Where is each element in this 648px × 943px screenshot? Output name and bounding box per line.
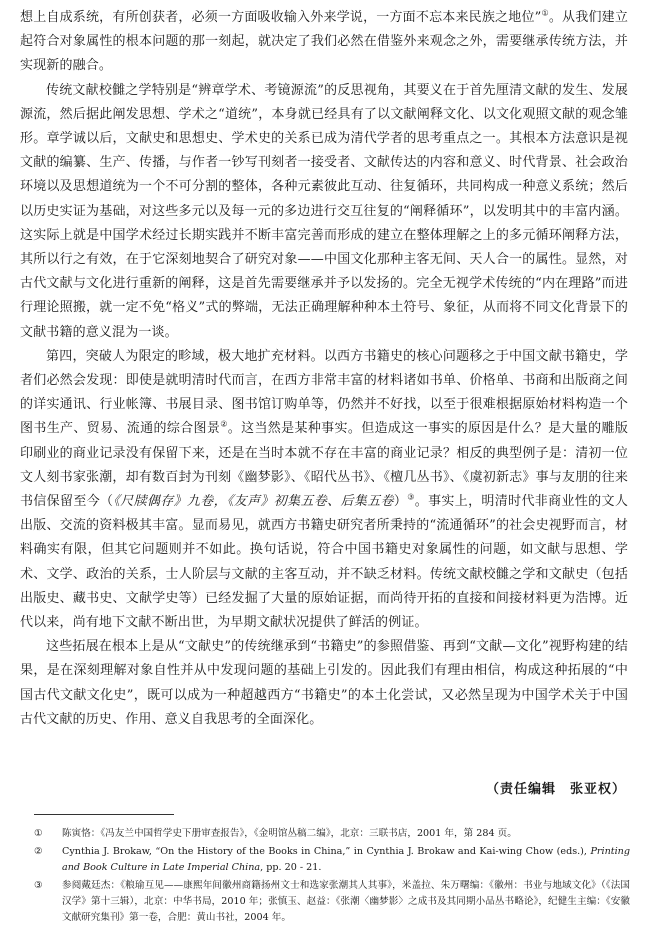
paragraph-3-italic: 《尺牍偶存》九卷，《友声》初集五卷、后集五卷 xyxy=(113,494,394,510)
footnote-2-pre: Cynthia J. Brokaw, “On the History of the Books in China,” in Cynthia J. Brokaw and Kai-wing Chow (eds.), xyxy=(62,846,591,857)
paragraph-2: 传统文献校雠之学特别是“辨章学术、考镜源流”的反思视角，其要义在于首先厘清文献的发生、发展源流，然后据此阐发思想、学术之“道统”，本身就已经具有了以文献阐释文化、以文化观照文献的观念雏形。章学诚以后，文献史和思想史、学术史的关系已成为清代学者的思考重点之一。其根本方法意识是视文献的编纂、生产、传播，与作者一钞写刊刻者一接受者、文献传达的内容和意义、时代背景、社会政治环境以及思想道统为一个不可分割的整体，各种元素彼此互动、往复循环，共同构成一种意义系统；然后以历史实证为基础，对这些多元以及每一元的多边进行交互往复的“阐释循环”，以发明其中的丰富内涵。这实际上就是中国学术经过长期实践并不断丰富完善而形成的建立在整体理解之上的多元循环阐释方法，其所以行之有效，在于它深刻地契合了研究对象——中国文化那种主客无间、天人合一的属性。显然，对古代文献与文化进行重新的阐释，这是首先需要继承并予以发扬的。完全无视学术传统的“内在理路”而进行理论照搬，就一定不免“格义”式的弊端，无法正确理解种种本土符号、象征，从而将不同文化背景下的文献书籍的意义混为一谈。 xyxy=(20,82,628,340)
paragraph-3-text-d: 。事实上，明清时代非商业性的文人出版、交流的资料极其丰富。显而易见，就西方书籍史研究者所秉持的“流通循环”的社会史视野而言，材料确实有限，但其它问题则并不如此。换句话说，符合中国书籍史对象属性的问题，如文献与思想、学术、文学、政治的关系，士人阶层与文献的主客互动，并不缺乏材料。传统文献校雠之学和文献史（包括出版史、藏书史、文献学史等）已经发掘了大量的原始证据，而尚待开拓的直接和间接材料更为浩博。近代以来，尚有地下文献不断出世，为早期文献状况提供了鲜活的例证。 xyxy=(20,494,628,631)
paragraph-4: 这些拓展在根本上是从“文献史”的传统继承到“书籍史”的参照借鉴、再到“文献—文化”视野构建的结果，是在深刻理解对象自性并从中发现问题的基础上引发的。因此我们有理由相信，构成这种拓展的“中国古代文献文化史”，既可以成为一种超越西方“书籍史”的本土化尝试，又必然呈现为中国学术关于中国古代文献的历史、作用、意义自我思考的全面深化。 xyxy=(20,639,628,727)
footnote-3-mark: ③ xyxy=(34,880,43,891)
paragraph-3-text-c: ） xyxy=(393,494,408,510)
editor-credit: （责任编辑 张亚权） xyxy=(485,782,626,797)
footnote-2-mark: ② xyxy=(34,846,43,857)
footnote-2-text xyxy=(62,844,630,876)
paragraph-1-text-end: 。从我们建立起符合对象属性的根本问题的那一刻起，就决定了我们必然在借鉴外来观念之外，需要继承传统方法，并实现新的融合。 xyxy=(20,10,628,74)
paragraph-3-text-b: 。这当然是某种事实。但造成这一事实的原因是什么？是大量的雕版印刷业的商业记录没有保留下来，还是在当时本就不存在丰富的商业记录？相反的典型例子是：清初一位文人刻书家张潮，却有数百封为刊刻《幽梦影》、《昭代丛书》、《檀几丛书》、《虞初新志》事与友朋的往来书信保留至今（ xyxy=(20,421,628,510)
footnote-3-text: 参阅戴廷杰：《粮瑜互见——康熙年间徽州商籍扬州文士和选家张潮其人其事》，米盖拉、朱万曙编：《徽州：书业与地域文化》（《法国汉学》第十三辑），北京：中华书局，2010 年；张慎玉、赵益：《张潮〈幽梦影〉之成书及其同期小品丛书略论》，纪健生主编：《安徽文献研究集刊》第一卷，合肥：黄山书社，2004 年。 xyxy=(62,880,630,923)
paragraph-1-text: 想上自成系统，有所创获者，必须一方面吸收输入外来学说，一方面不忘本来民族之地位” xyxy=(20,10,542,25)
footnotes xyxy=(34,826,630,928)
footnote-ref-2[interactable]: ② xyxy=(220,420,228,430)
paragraph-3 xyxy=(20,345,628,635)
paragraph-3-text-a: 第四，突破人为限定的畛域，极大地扩充材料。以西方书籍史的核心问题移之于中国文献书籍史，学者们必然会发现：即使是就明清时代而言，在西方非常丰富的材料诸如书单、价格单、书商和出版商之间的详实通讯、行业帐簿、书展目录、图书馆订购单等，仍然并不好找，以至于很难根据原始材料构造一个图书生产、贸易、流通的综合图景 xyxy=(20,348,628,437)
footnote-1-text: 陈寅恪：《冯友兰中国哲学史下册审查报告》，《金明馆丛稿二编》，北京：三联书店，2001 年，第 284 页。 xyxy=(62,828,517,839)
footnote-2 xyxy=(34,844,630,876)
footnote-1-mark: ① xyxy=(34,828,43,839)
article-body xyxy=(20,6,628,732)
footnote-3 xyxy=(34,878,630,926)
paragraph-1 xyxy=(20,6,628,79)
footnote-ref-1[interactable]: ① xyxy=(541,8,549,18)
footnote-ref-3[interactable]: ③ xyxy=(407,492,415,502)
footnote-divider xyxy=(34,814,174,815)
footnote-2-book-title: Printing and Book Culture in Late Imperial China xyxy=(62,846,630,873)
footnote-2-post: , pp. 20 - 21. xyxy=(260,862,322,873)
footnote-1 xyxy=(34,826,630,842)
